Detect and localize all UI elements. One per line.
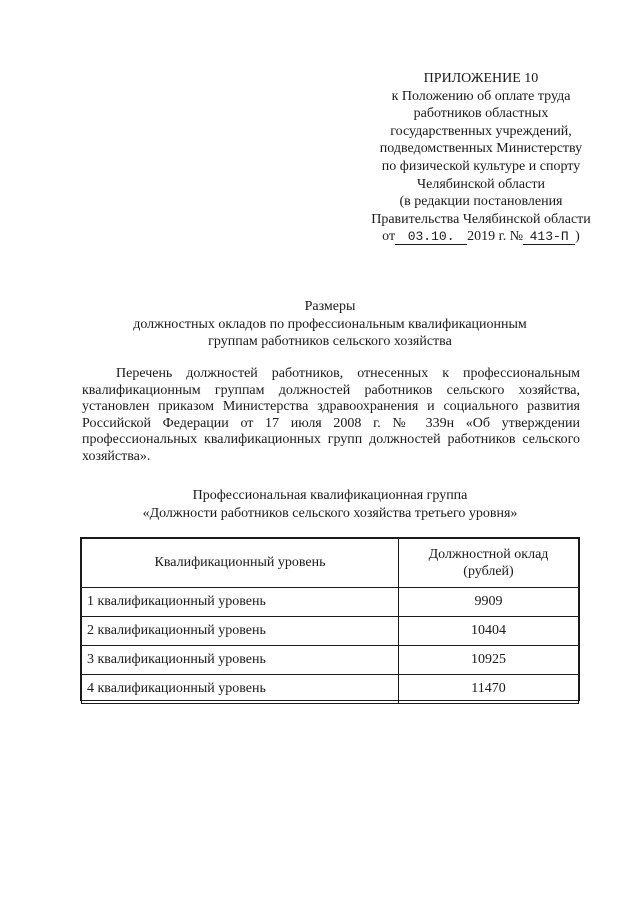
- intro-paragraph: Перечень должностей работников, отнесенных к профессиональным квалификационным группам должностей работников сельского хозяйства, установлен приказом Министерства здравоохранения и социального развития Российской Федерации от 17 июля 2008 г. № 339н «Об утверждении профессиональных квалификационных групп должностей работников сельского хозяйства».: [82, 366, 580, 464]
- header-level: Квалификационный уровень: [82, 539, 399, 588]
- appendix-line: Правительства Челябинской области: [371, 211, 591, 227]
- appendix-header: [330, 70, 632, 246]
- level-cell: 4 квалификационный уровень: [82, 675, 399, 704]
- table-row: [82, 675, 579, 704]
- handwritten-date: 03.10.: [395, 230, 467, 245]
- qualification-group-heading: [80, 487, 580, 522]
- header-salary: [399, 539, 579, 588]
- title-line: Размеры: [304, 299, 356, 314]
- appendix-line: к Положению об оплате труда: [391, 88, 571, 104]
- salary-cell: 10925: [399, 646, 579, 675]
- header-salary-line: (рублей): [463, 564, 514, 579]
- year-label: 2019 г. №: [467, 229, 524, 245]
- group-line: «Должности работников сельского хозяйства третьего уровня»: [142, 505, 518, 521]
- appendix-line: (в редакции постановления: [399, 194, 563, 210]
- table-row: [82, 588, 579, 617]
- level-cell: 2 квалификационный уровень: [82, 617, 399, 646]
- group-line: Профессиональная квалификационная группа: [192, 488, 468, 503]
- salary-cell: 9909: [399, 588, 579, 617]
- level-cell: 3 квалификационный уровень: [82, 646, 399, 675]
- appendix-line: государственных учреждений,: [390, 123, 572, 139]
- handwritten-number: 413-П: [523, 230, 575, 245]
- table-header-row: [82, 539, 579, 588]
- appendix-date-line: [330, 228, 632, 246]
- date-prefix: от: [382, 229, 396, 245]
- salary-cell: 11470: [399, 675, 579, 704]
- title-line: группам работников сельского хозяйства: [208, 334, 452, 350]
- appendix-line: Челябинской области: [417, 176, 545, 192]
- level-cell: 1 квалификационный уровень: [82, 588, 399, 617]
- table-row: [82, 617, 579, 646]
- salary-cell: 10404: [399, 617, 579, 646]
- appendix-line: работников областных: [413, 106, 549, 122]
- title-line: должностных окладов по профессиональным квалификационным: [133, 316, 527, 332]
- appendix-title: ПРИЛОЖЕНИЕ 10: [423, 71, 539, 86]
- salary-table: [81, 538, 579, 704]
- appendix-line: по физической культуре и спорту: [381, 158, 581, 174]
- header-salary-line: Должностной оклад: [428, 547, 549, 562]
- appendix-line: подведомственных Министерству: [379, 141, 583, 157]
- document-title: [80, 298, 580, 351]
- close-paren: ): [575, 229, 580, 245]
- table-row: [82, 646, 579, 675]
